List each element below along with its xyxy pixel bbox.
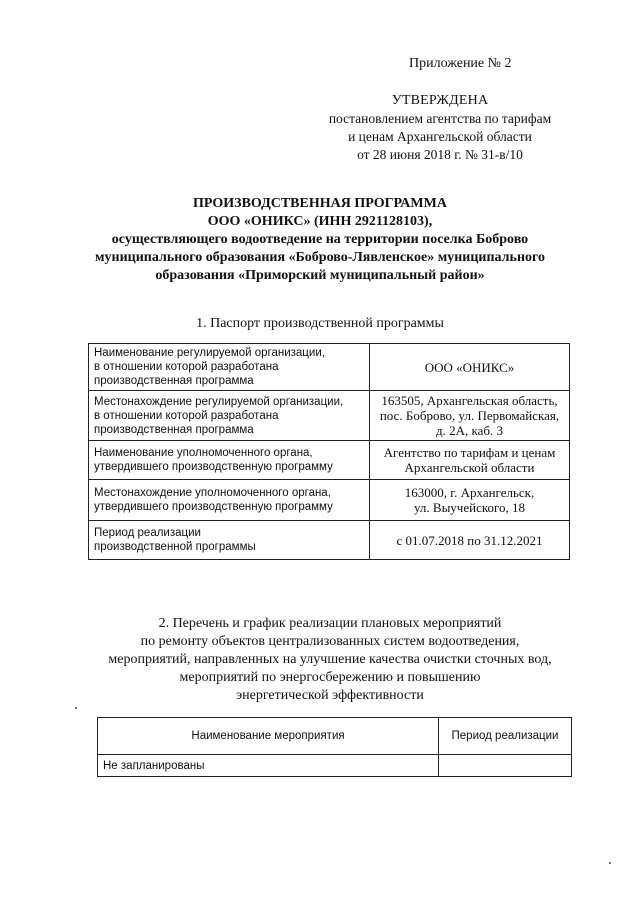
appendix-label: Приложение № 2 [409, 56, 512, 71]
cell-text: Наименование уполномоченного органа, [94, 447, 313, 459]
passport-label-cell [89, 480, 370, 521]
heading-line: по ремонту объектов централизованных систем водоотведения, [140, 634, 520, 649]
passport-value-cell [370, 521, 570, 560]
cell-text: д. 2А, каб. 3 [435, 423, 503, 438]
cell-text: Местонахождение уполномоченного органа, [94, 487, 331, 499]
passport-label-cell [89, 521, 370, 560]
title-line: образования «Приморский муниципальный район» [155, 268, 485, 283]
cell-text: в отношении которой разработана [94, 409, 279, 422]
title-line: осуществляющего водоотведение на территории поселка Боброво [111, 232, 529, 247]
document-title [70, 195, 570, 285]
cell-text: в отношении которой разработана [94, 361, 279, 373]
column-header-event: Наименование мероприятия [98, 718, 439, 755]
cell-text: 163000, г. Архангельск, [404, 485, 535, 500]
events-table [97, 717, 572, 777]
scan-speck [75, 707, 77, 709]
cell-text: Архангельской области [404, 460, 535, 475]
cell-text: ул. Выучейского, 18 [413, 500, 526, 515]
section2-heading [80, 615, 580, 705]
approval-line: от 28 июня 2018 г. № 31-в/10 [357, 147, 523, 162]
cell-text: Период реализации [94, 527, 201, 539]
cell-text: 163505, Архангельская область, [381, 393, 558, 408]
heading-line: мероприятий, направленных на улучшение качества очистки сточных вод, [108, 652, 552, 667]
cell-text: Агентство по тарифам и ценам [383, 445, 556, 460]
title-line: ПРОИЗВОДСТВЕННАЯ ПРОГРАММА [193, 196, 447, 211]
cell-text: производственная программа [94, 375, 254, 387]
title-line: муниципального образования «Боброво-Лявленское» муниципального [94, 250, 546, 265]
scan-speck [609, 862, 611, 864]
cell-text: производственной программы [94, 541, 256, 553]
heading-line: мероприятий по энергосбережению и повышению [179, 670, 481, 685]
passport-value-cell [370, 344, 570, 391]
passport-label-cell [89, 344, 370, 391]
approval-line: постановлением агентства по тарифам [328, 111, 552, 126]
title-line: ООО «ОНИКС» (ИНН 2921128103), [207, 214, 433, 229]
passport-value-cell [370, 441, 570, 480]
section1-heading: 1. Паспорт производственной программы [196, 316, 444, 331]
cell-text: ООО «ОНИКС» [424, 359, 515, 375]
passport-value-cell [370, 391, 570, 441]
event-cell: Не запланированы [98, 755, 439, 777]
table-row [89, 480, 570, 521]
passport-label-cell [89, 391, 370, 441]
approval-line: и ценам Архангельской области [348, 129, 532, 144]
table-header-row [98, 718, 572, 755]
cell-text: утвердившего производственную программу [94, 461, 333, 473]
cell-text: производственная программа [94, 423, 254, 436]
cell-text: утвердившего производственную программу [94, 501, 333, 513]
heading-line: энергетической эффективности [236, 688, 424, 703]
heading-line: 2. Перечень и график реализации плановых мероприятий [158, 616, 502, 631]
cell-text: Местонахождение регулируемой организации, [94, 395, 344, 408]
cell-text: с 01.07.2018 по 31.12.2021 [396, 532, 543, 548]
passport-label-cell [89, 441, 370, 480]
table-row [98, 755, 572, 777]
table-row [89, 391, 570, 441]
table-row [89, 441, 570, 480]
approval-block [300, 92, 580, 164]
column-header-period: Период реализации [439, 718, 572, 755]
cell-text: Наименование регулируемой организации, [94, 347, 325, 359]
period-cell [439, 755, 572, 777]
approval-heading: УТВЕРЖДЕНА [391, 93, 489, 108]
cell-text: пос. Боброво, ул. Первомайская, [379, 408, 560, 423]
passport-table [88, 343, 570, 560]
passport-value-cell [370, 480, 570, 521]
table-row [89, 344, 570, 391]
table-row [89, 521, 570, 560]
